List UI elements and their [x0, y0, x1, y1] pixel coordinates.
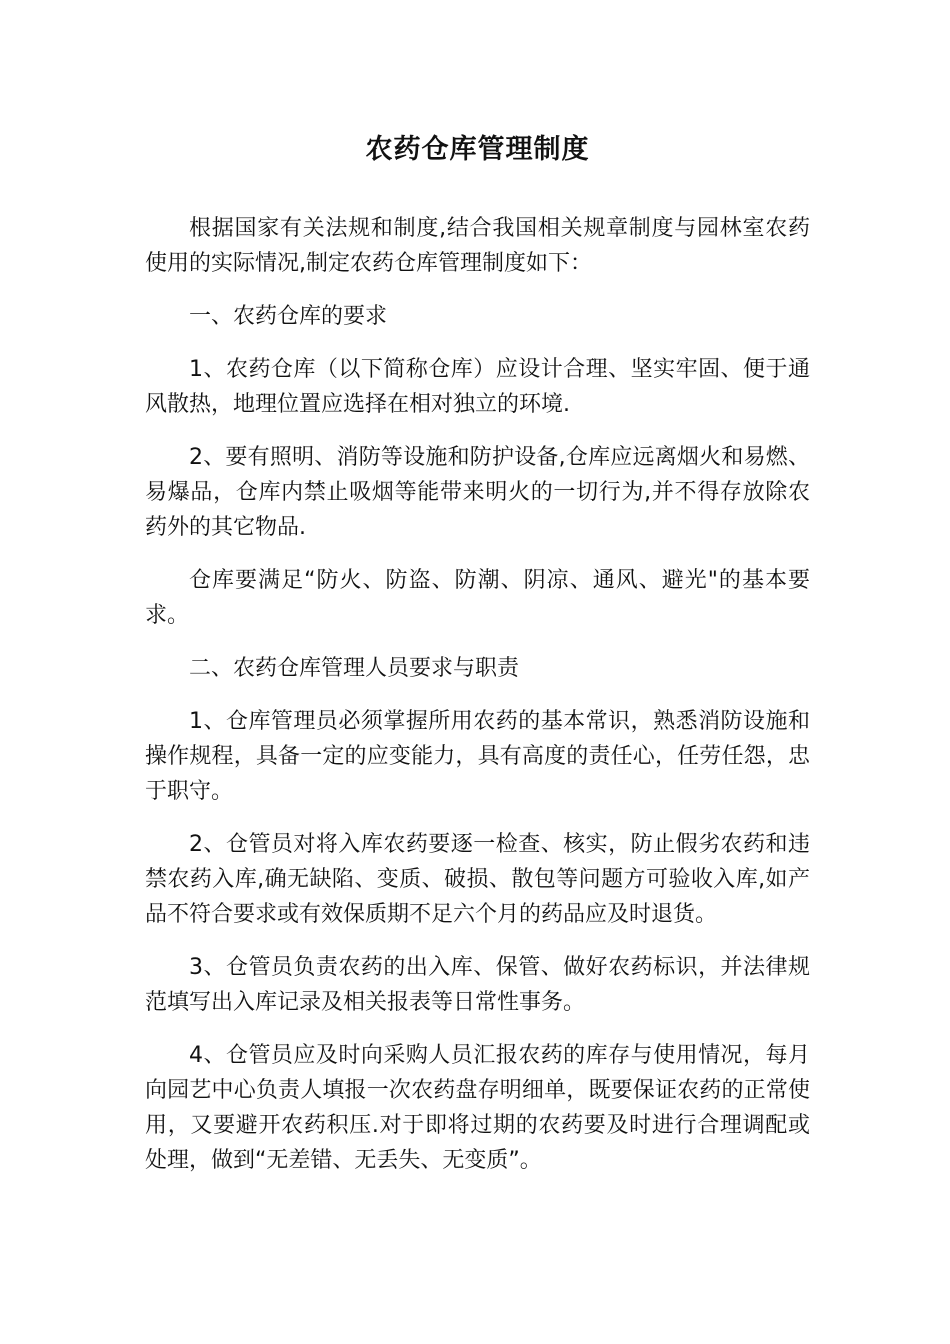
document-page: [145, 130, 810, 1196]
paragraph-1-1: 1、农药仓库（以下简称仓库）应设计合理、坚实牢固、便于通风散热，地理位置应选择在相对独立的环境.: [145, 357, 810, 417]
paragraph-2-2: 2、仓管员对将入库农药要逐一检查、核实，防止假劣农药和违禁农药入库,确无缺陷、变质、破损、散包等问题方可验收入库,如产品不符合要求或有效保质期不足六个月的药品应及时退货。: [145, 832, 810, 927]
paragraph-2-3: 3、仓管员负责农药的出入库、保管、做好农药标识，并法律规范填写出入库记录及相关报表等日常性事务。: [145, 955, 810, 1015]
paragraph-intro: 根据国家有关法规和制度,结合我国相关规章制度与园林室农药使用的实际情况,制定农药仓库管理制度如下：: [145, 216, 810, 276]
section-heading-2: 二、农药仓库管理人员要求与职责: [189, 656, 520, 681]
section-heading-1: 一、农药仓库的要求: [189, 304, 388, 329]
paragraph-2-1: 1、仓库管理员必须掌握所用农药的基本常识，熟悉消防设施和操作规程，具备一定的应变能力，具有高度的责任心，任劳任怨，忠于职守。: [145, 709, 810, 804]
paragraph-1-2: 2、要有照明、消防等设施和防护设备,仓库应远离烟火和易燃、易爆品，仓库内禁止吸烟等能带来明火的一切行为,并不得存放除农药外的其它物品.: [145, 445, 810, 540]
paragraph-1-3: 仓库要满足“防火、防盗、防潮、阴凉、通风、避光"的基本要求。: [145, 568, 810, 628]
page-title: 农药仓库管理制度: [365, 134, 590, 165]
paragraph-2-4: 4、仓管员应及时向采购人员汇报农药的库存与使用情况，每月向园艺中心负责人填报一次农药盘存明细单，既要保证农药的正常使用，又要避开农药积压.对于即将过期的农药要及时进行合理调配或处理，做到“无差错、无丢失、无变质”。: [145, 1043, 810, 1173]
